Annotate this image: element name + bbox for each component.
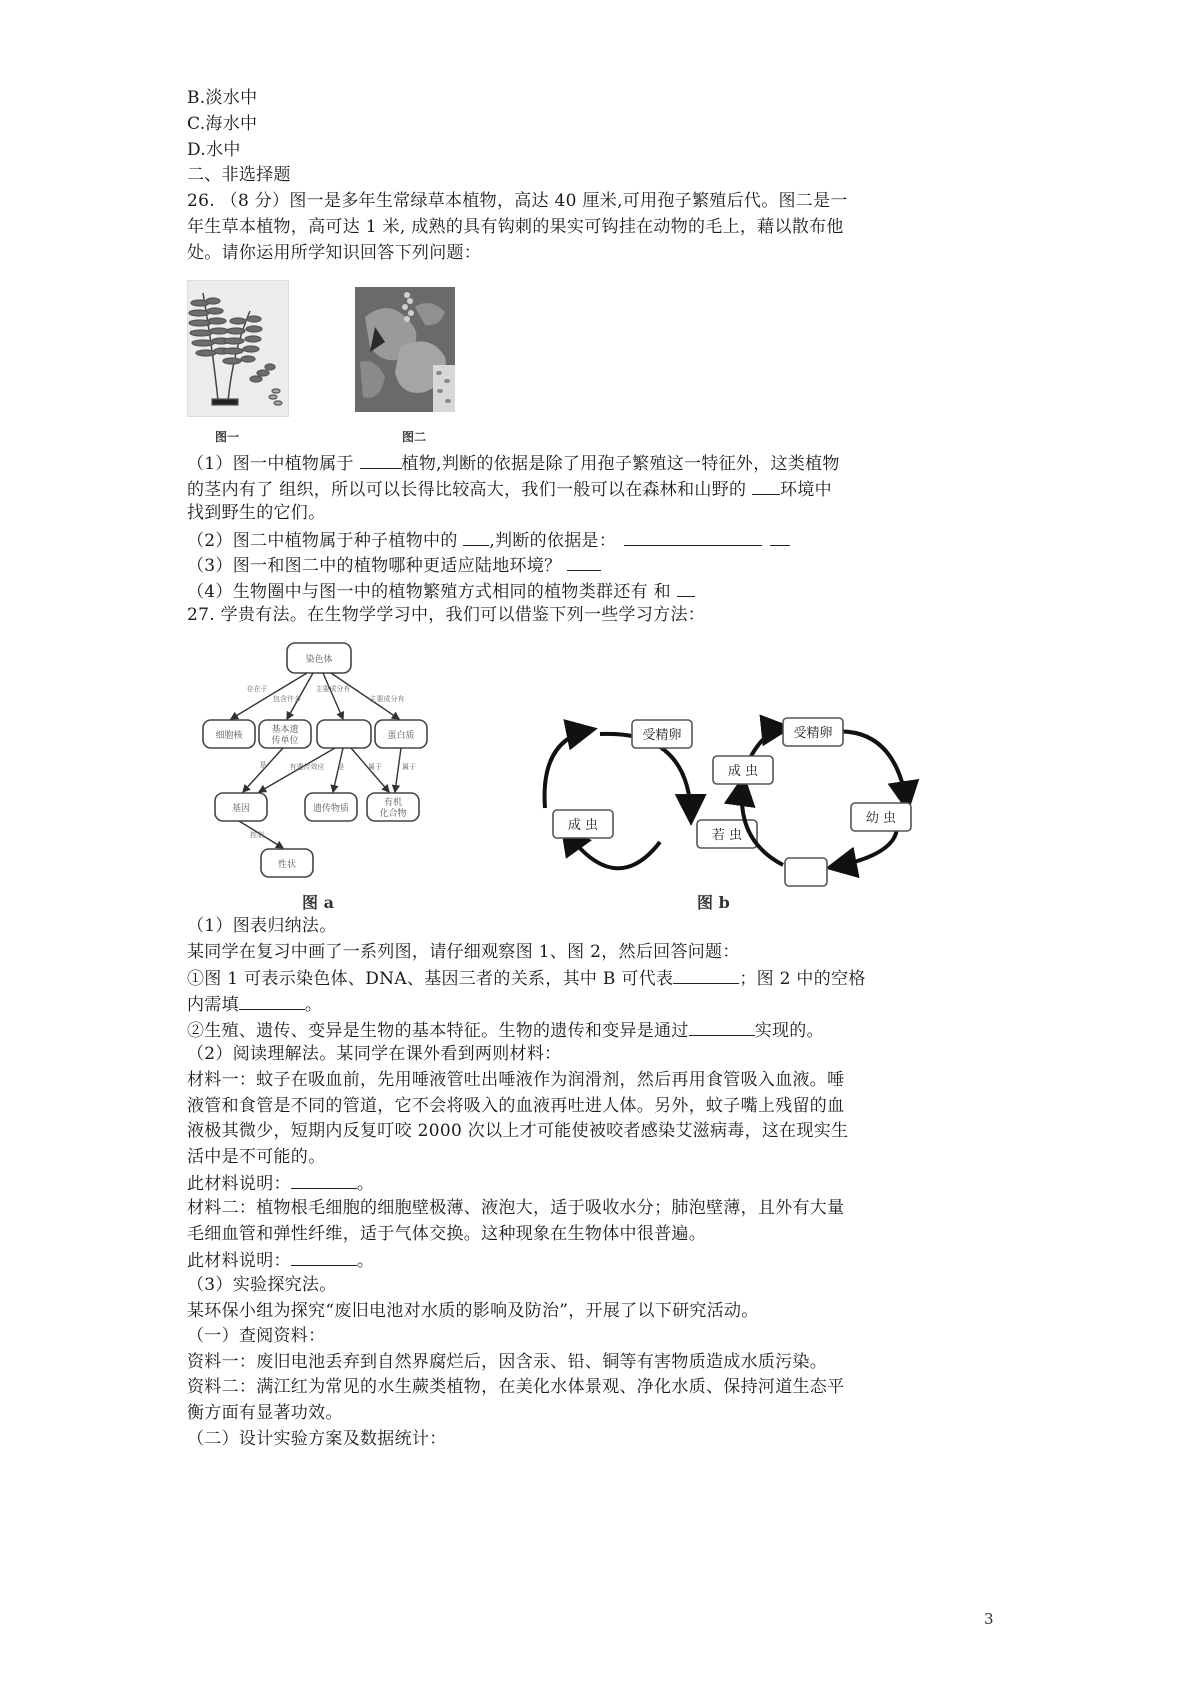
stage-nymph: 若 虫 [711,828,743,843]
q27-part3-title: （3）实验探究法。 [187,1275,337,1295]
q27-part1-q1-line2 [187,993,322,1015]
edge-label: 存在于 [246,685,268,693]
q27-intro: 27. 学贵有法。在生物学学习中，我们可以借鉴下列一些学习方法： [187,605,706,625]
answer-blank[interactable] [689,1019,755,1036]
node-chromosome: 染色体 [305,655,333,665]
node-basic-unit-l1: 基本遗 [271,725,299,735]
stage-adult: 成 虫 [727,764,759,779]
material2-question-end: 。 [356,1251,375,1271]
q26-sub3 [187,554,601,576]
option-b: B.淡水中 [187,88,258,108]
material1-question-text: 此材料说明： [187,1174,291,1194]
q27-part1-q1-line1 [187,967,866,989]
answer-blank[interactable] [291,1249,357,1266]
material2-line2: 毛细血管和弹性纤维，适于气体交换。这种现象在生物体中很普遍。 [187,1224,706,1244]
figure-a-concept-map [195,635,435,905]
answer-blank[interactable] [624,529,762,546]
q26-sub1-line1 [187,452,840,474]
q27-part1-q1-text-d: 。 [304,995,323,1015]
q27-part3-step2: （二）设计实验方案及数据统计： [187,1429,447,1449]
answer-blank[interactable] [677,580,695,597]
material2-question [187,1249,374,1271]
material2-question-text: 此材料说明： [187,1251,291,1271]
answer-blank[interactable] [463,529,489,546]
q26-intro-line1: 26. （8 分）图一是多年生常绿草本植物，高达 40 厘米,可用孢子繁殖后代。图二是一 [187,191,848,211]
figure-2-caption: 图二 [402,430,427,444]
q26-sub1-line3: 找到野生的它们。 [187,503,326,523]
q26-intro-line2: 年生草本植物，高可达 1 米, 成熟的具有钩刺的果实可钩挂在动物的毛上，藉以散布他 [187,217,844,237]
edge-label: 属于 [368,763,382,771]
edge-label: 有遗传效应 [289,763,325,771]
section-title: 二、非选择题 [187,165,291,185]
answer-blank[interactable] [239,993,305,1010]
resource2-line1: 资料二：满江红为常见的水生蕨类植物，在美化水体景观、净化水质、保持河道生态平 [187,1377,845,1397]
node-genetic-material: 遗传物质 [312,804,350,814]
node-protein: 蛋白质 [387,731,415,741]
q26-sub2 [187,529,790,551]
node-organic-l1: 有机 [383,798,403,808]
q26-sub4 [187,580,695,602]
node-trait: 性状 [277,860,297,870]
option-d: D.水中 [187,140,241,160]
edge-label: 主要成分有 [315,685,351,693]
q26-sub2-text-a: （2）图二中植物属于种子植物中的 [187,531,464,551]
stage-fertilized-egg: 受精卵 [642,728,682,743]
node-nucleus: 细胞核 [215,731,243,741]
material1-line4: 活中是不可能的。 [187,1147,326,1167]
node-box-n3 [317,720,371,748]
q27-part1-q1-text-c: 内需填 [187,995,239,1015]
q27-part1-desc: 某同学在复习中画了一系列图，请仔细观察图 1、图 2，然后回答问题： [187,942,740,962]
figure-a-caption: 图 a [302,893,334,912]
q27-part1-title: （1）图表归纳法。 [187,916,337,936]
material1-question [187,1172,374,1194]
resource2-line2: 衡方面有显著功效。 [187,1403,343,1423]
q26-sub4-text: （4）生物圈中与图一中的植物繁殖方式相同的植物类群还有 和 [187,582,677,602]
q26-sub1-text-c: 的茎内有了 组织，所以可以长得比较高大，我们一般可以在森林和山野的 [187,480,753,500]
figure-b-caption: 图 b [697,893,730,912]
q26-sub2-text-b: ,判断的依据是： [489,531,617,551]
q27-part2-title: （2）阅读理解法。某同学在课外看到两则材料： [187,1044,562,1064]
resource1: 资料一：废旧电池丢弃到自然界腐烂后，因含汞、铅、铜等有害物质造成水质污染。 [187,1352,828,1372]
answer-blank[interactable] [752,478,780,495]
node-gene: 基因 [231,804,251,814]
q26-sub1-line2 [187,478,832,500]
answer-blank[interactable] [770,529,790,546]
q27-part1-q1-text-a: ①图 1 可表示染色体、DNA、基因三者的关系，其中 B 可代表 [187,969,674,989]
option-c: C.海水中 [187,114,258,134]
figure-1-caption: 图一 [215,430,240,444]
node-organic-l2: 化合物 [379,809,407,819]
figure-b-life-cycles [495,700,955,890]
q27-part1-q2-text-b: 实现的。 [754,1021,824,1041]
node-basic-unit-l2: 传单位 [271,736,299,746]
q26-sub3-text: （3）图一和图二中的植物哪种更适应陆地环境？ [187,556,568,576]
material1-line1: 材料一：蚊子在吸血前，先用唾液管吐出唾液作为润滑剂，然后再用食管吸入血液。唾 [187,1070,845,1090]
material1-line2: 液管和食管是不同的管道，它不会将吸入的血液再吐进人体。另外，蚊子嘴上残留的血 [187,1096,845,1116]
q26-sub1-text-b: 植物,判断的依据是除了用孢子繁殖这一特征外，这类植物 [401,454,840,474]
q26-sub1-text-a: （1）图一中植物属于 [187,454,360,474]
stage-larva: 幼 虫 [865,811,897,826]
page-number: 3 [984,1610,994,1628]
answer-blank[interactable] [673,967,739,984]
figure-2-plant-image [355,287,455,412]
figure-1-fern-image [187,280,289,417]
material1-question-end: 。 [356,1174,375,1194]
edge-label: 是 [259,761,267,769]
answer-blank[interactable] [360,452,402,469]
material2-line1: 材料二：植物根毛细胞的细胞壁极薄、液泡大，适于吸收水分；肺泡壁薄，且外有大量 [187,1198,845,1218]
stage-fertilized-egg: 受精卵 [793,726,833,741]
material1-line3: 液极其微少，短期内反复叮咬 2000 次以上才可能使被咬者感染艾滋病毒，这在现实生 [187,1121,849,1141]
answer-blank[interactable] [567,554,601,571]
edge-label: 包含许多 [273,695,301,703]
q27-part3-desc: 某环保小组为探究“废旧电池对水质的影响及防治”，开展了以下研究活动。 [187,1301,759,1321]
answer-blank[interactable] [291,1172,357,1189]
q27-part3-step1: （一）查阅资料： [187,1326,326,1346]
q27-part1-q2-text-a: ②生殖、遗传、变异是生物的基本特征。生物的遗传和变异是通过 [187,1021,689,1041]
stage-adult: 成 虫 [567,818,599,833]
q26-sub1-text-d: 环境中 [780,480,832,500]
stage-box-blank [785,858,827,886]
edge-label: 主要成分有 [369,695,405,703]
q26-intro-line3: 处。请你运用所学知识回答下列问题： [187,243,482,263]
edge-label: 控制 [250,831,264,839]
edge-label: 属于 [402,763,416,771]
edge-label: 是 [337,763,345,771]
q27-part1-q1-text-b: ；图 2 中的空格 [739,969,866,989]
q27-part1-q2 [187,1019,824,1041]
